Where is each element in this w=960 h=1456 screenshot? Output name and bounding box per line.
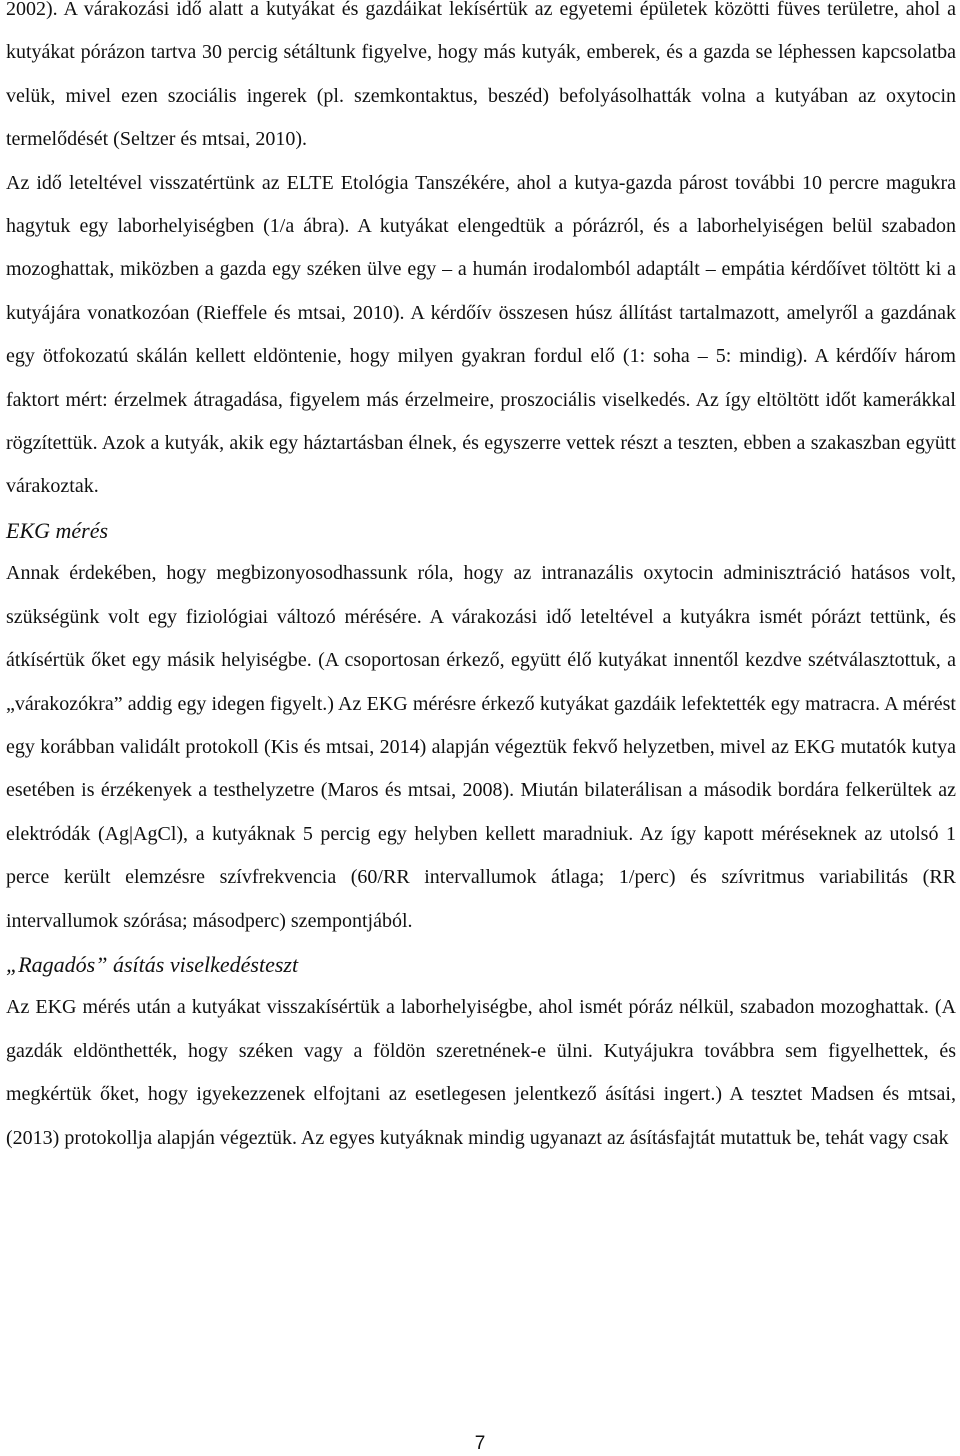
- document-page: [6, 0, 956, 1160]
- paragraph-lab-waiting: Az idő leteltével visszatértünk az ELTE Etológia Tanszékére, ahol a kutya-gazda párost további 10 percre magukra hagytuk egy laborhelyiségben (1/a ábra). A kutyákat elengedtük a pórázról, és a laborhelyiségen belül szabadon mozoghattak, miközben a gazda egy széken ülve egy – a humán irodalomból adaptált – empátia kérdőívet töltött ki a kutyájára vonatkozóan (Rieffele és mtsai, 2010). A kérdőív összesen húsz állítást tartalmazott, amelyről a gazdának egy ötfokozatú skálán kellett eldöntenie, hogy milyen gyakran fordul elő (1: soha – 5: mindig). A kérdőív három faktort mért: érzelmek átragadása, figyelem más érzelmeire, proszociális viselkedés. Az így eltöltött időt kamerákkal rögzítettük. Azok a kutyák, akik egy háztartásban élnek, és egyszerre vettek részt a teszten, ebben a szakaszban együtt várakoztak.: [6, 171, 956, 498]
- paragraph-ekg-measurement: Annak érdekében, hogy megbizonyosodhassunk róla, hogy az intranazális oxytocin adminisztráció hatásos volt, szükségünk volt egy fiziológiai változó mérésére. A várakozási idő leteltével a kutyákra ismét pórázt tettünk, és átkísértük őket egy másik helyiségbe. (A csoportosan érkező, együtt élő kutyákat innentől kezdve szétválasztottuk, a „várakozókra” addig egy idegen figyelt.) Az EKG mérésre érkező kutyákat gazdáik lefektették egy matracra. A mérést egy korábban validált protokoll (Kis és mtsai, 2014) alapján végeztük fekvő helyzetben, mivel az EKG mutatók kutya esetében is érzékenyek a testhelyzetre (Maros és mtsai, 2008). Miután bilaterálisan a második bordára felkerültek az elektródák (Ag|AgCl), a kutyáknak 5 percig egy helyben kellett maradniuk. Az így kapott méréseknek az utolsó 1 perce került elemzésre szívfrekvencia (60/RR intervallumok átlaga; 1/perc) és szívritmus variabilitás (RR intervallumok szórása; másodperc) szempontjából.: [6, 562, 956, 932]
- paragraph-intro: 2002). A várakozási idő alatt a kutyákat és gazdáikat lekísértük az egyetemi épületek közötti füves területre, ahol a kutyákat pórázon tartva 30 percig sétáltunk figyelve, hogy más kutyák, emberek, és a gazda se léphessen kapcsolatba velük, mivel ezen szociális ingerek (pl. szemkontaktus, beszéd) befolyásolhatták volna a kutyában az oxytocin termelődését (Seltzer és mtsai, 2010).: [6, 0, 956, 151]
- paragraph-yawning-test: Az EKG mérés után a kutyákat visszakísértük a laborhelyiségbe, ahol ismét póráz nélkül, szabadon mozoghattak. (A gazdák eldönthették, hogy széken vagy a földön szeretnének-e ülni. Kutyájukra továbbra sem figyelhettek, és megkértük őket, hogy igyekezzenek elfojtani az esetlegesen jelentkező ásítási ingert.) A tesztet Madsen és mtsai, (2013) protokollja alapján végeztük. Az egyes kutyáknak mindig ugyanazt az ásításfajtát mutattuk be, tehát vagy csak: [6, 996, 956, 1149]
- page-number: 7: [474, 1433, 486, 1454]
- section-heading-ekg: EKG mérés: [6, 517, 109, 543]
- section-heading-yawning-test: „Ragadós” ásítás viselkedésteszt: [6, 951, 299, 977]
